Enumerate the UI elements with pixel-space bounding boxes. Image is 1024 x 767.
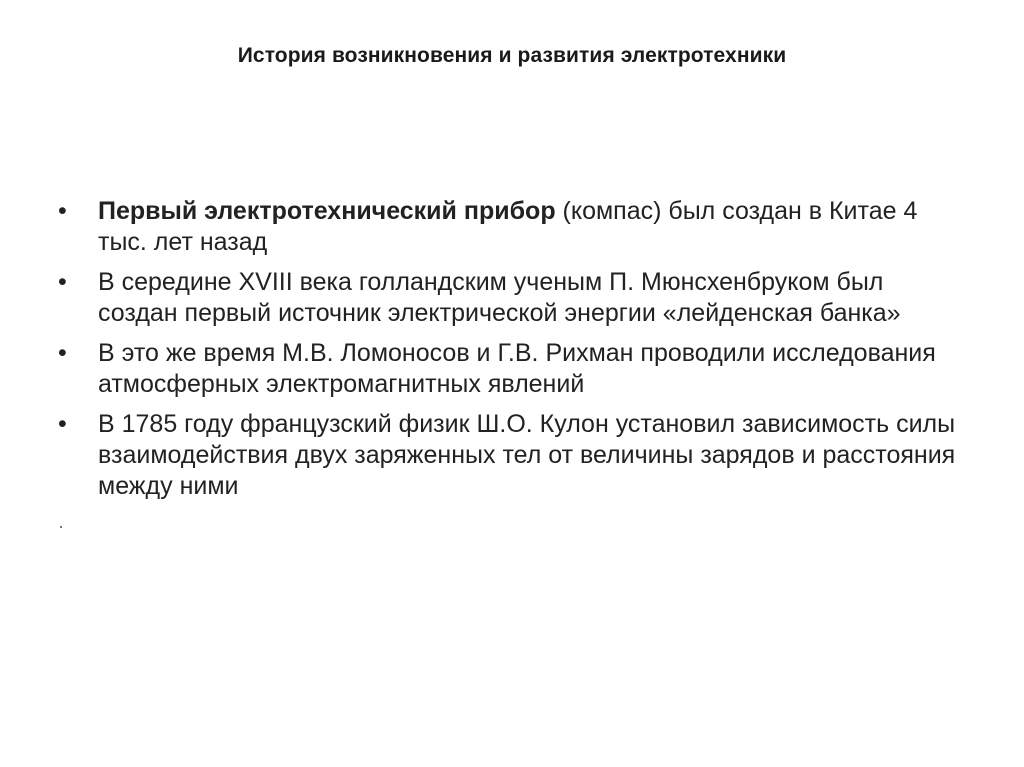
bullet-bold-text: Первый электротехнический прибор: [98, 197, 556, 225]
bullet-item-2: [58, 267, 958, 329]
bullet-text: В 1785 году французский физик Ш.О. Кулон установил зависимость силы взаимодействия двух заряженных тел от величины зарядов и расстояния между ними: [98, 410, 956, 500]
bullet-text: В это же время М.В. Ломоносов и Г.В. Рихман проводили исследования атмосферных электромагнитных явлений: [98, 339, 936, 398]
bullet-text: (компас) был создан в Китае 4 тыс. лет назад: [98, 197, 918, 256]
bullet-item-4: [58, 409, 958, 502]
bullet-item-1: [58, 196, 958, 258]
stray-dot-mark: [60, 526, 62, 528]
bullet-list: [58, 196, 958, 511]
bullet-dot-icon: •: [58, 197, 67, 225]
slide-title: История возникновения и развития электротехники: [237, 44, 787, 67]
bullet-dot-icon: •: [58, 268, 67, 296]
bullet-dot-icon: •: [58, 339, 67, 367]
bullet-item-3: [58, 338, 958, 400]
bullet-text: В середине XVIII века голландским ученым П. Мюнсхенбруком был создан первый источник электрической энергии «лейденская банка»: [98, 268, 901, 327]
bullet-dot-icon: •: [58, 410, 67, 438]
